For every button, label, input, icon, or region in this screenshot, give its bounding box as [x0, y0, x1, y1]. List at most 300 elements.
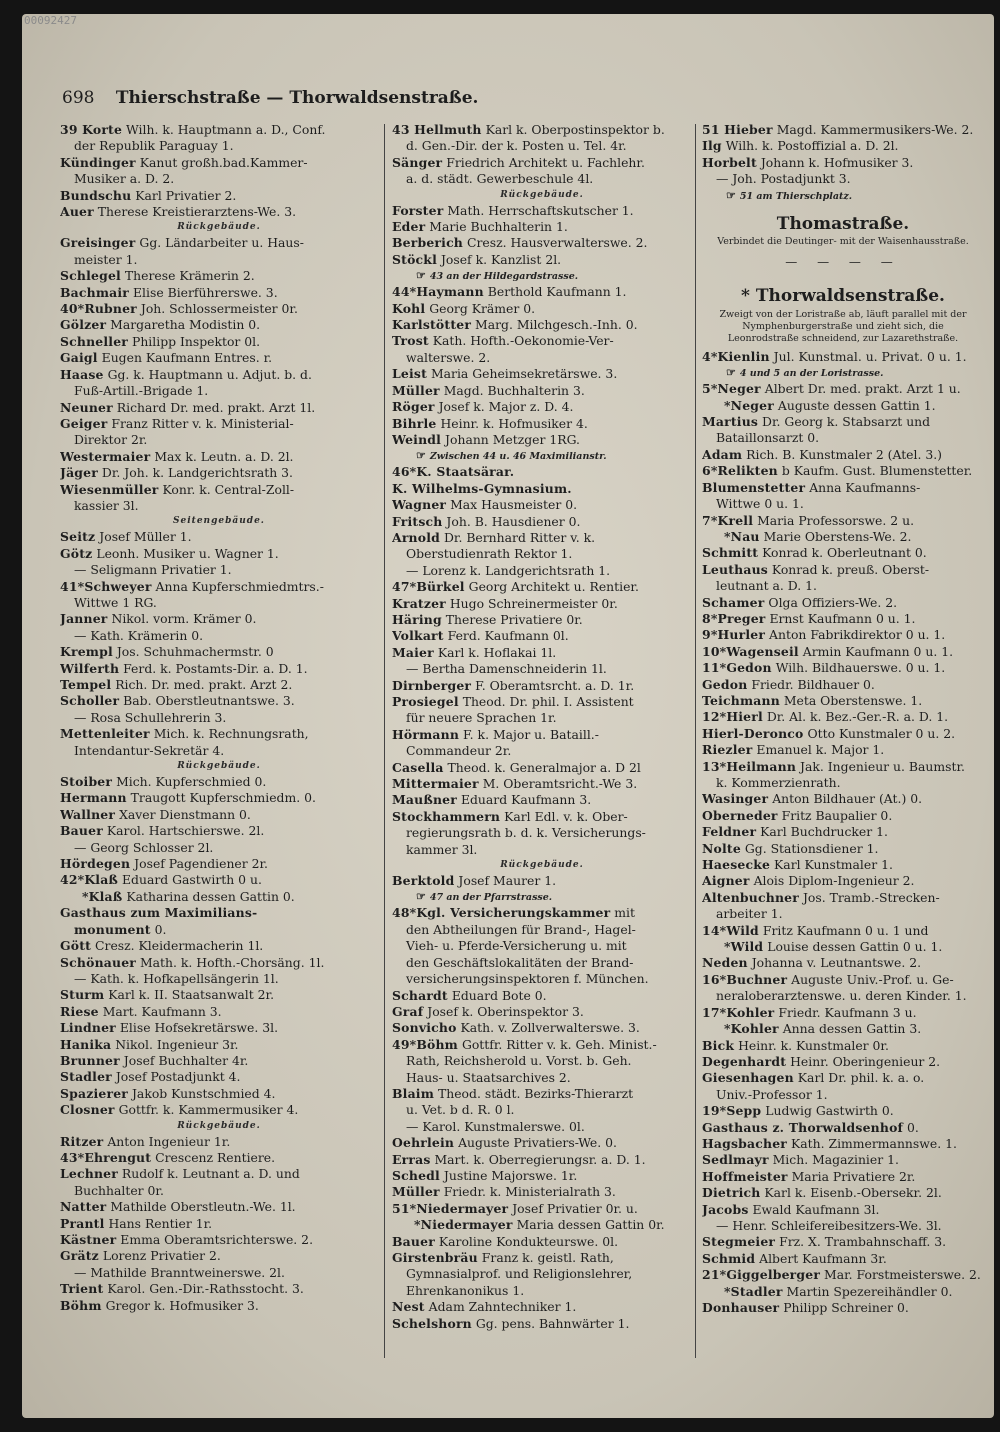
- entry-details: Mart. k. Oberregierungsr. a. D. 1.: [434, 1151, 646, 1167]
- entry-details: Armin Kaufmann 0 u. 1.: [802, 643, 954, 659]
- entry-details: Mart. Kaufmann 3.: [102, 1003, 222, 1019]
- pointing-hand-icon: ☞: [726, 188, 736, 202]
- column-3-top-entries: [702, 122, 984, 204]
- entry-details: Dr. Bernhard Ritter v. k.: [443, 529, 596, 545]
- resident-name: Haase: [60, 366, 104, 382]
- directory-entry: [702, 1300, 984, 1316]
- column-divider: [695, 124, 696, 1358]
- directory-entry: [392, 416, 692, 432]
- resident-name: Dietrich: [702, 1185, 761, 1201]
- directory-entry: [392, 792, 692, 808]
- entry-details: Joh. B. Hausdiener 0.: [446, 513, 581, 529]
- resident-name: 51 Hieber: [702, 122, 773, 137]
- resident-name: Ilg: [702, 138, 722, 154]
- entry-details: Magd. Buchhalterin 3.: [443, 382, 585, 398]
- entry-details: den Geschäftslokalitäten der Brand-: [406, 954, 634, 970]
- entry-details: Anton Fabrikdirektor 0 u. 1.: [769, 627, 946, 643]
- resident-name: Gasthaus z. Thorwaldsenhof: [702, 1119, 904, 1135]
- resident-name: Jacobs: [702, 1201, 749, 1217]
- resident-name: Trost: [392, 333, 429, 349]
- entry-details: Kanut großh.bad.Kammer-: [139, 154, 308, 170]
- directory-entry: [702, 480, 984, 496]
- directory-entry: [702, 808, 984, 824]
- resident-name: Kästner: [60, 1232, 117, 1247]
- entry-continuation: [392, 743, 692, 759]
- resident-name: Gölzer: [60, 317, 107, 333]
- directory-entry: [60, 889, 378, 905]
- entry-details: Wittwe 1 RG.: [74, 594, 157, 610]
- resident-name: Gedon: [702, 676, 748, 692]
- directory-entry: [392, 155, 692, 171]
- resident-name: Stegmeier: [702, 1234, 776, 1250]
- entry-details: — Lorenz k. Landgerichtsrath 1.: [406, 562, 611, 578]
- resident-name: Mettenleiter: [60, 726, 150, 742]
- directory-entry: [702, 873, 984, 889]
- entry-details: Gottfr. k. Kammermusiker 4.: [118, 1102, 299, 1118]
- entry-continuation: [60, 743, 378, 759]
- directory-entry: [702, 595, 984, 611]
- entry-details: Leonh. Musiker u. Wagner 1.: [96, 545, 279, 561]
- entry-details: Albert Kaufmann 3r.: [759, 1250, 887, 1266]
- entry-details: Louise dessen Gattin 0 u. 1.: [767, 939, 943, 955]
- directory-entry: [392, 1086, 692, 1102]
- resident-name: Closner: [60, 1102, 115, 1118]
- directory-entry: [392, 464, 692, 480]
- entry-details: — Karol. Kunstmalerswe. 0l.: [406, 1118, 585, 1134]
- directory-entry: [392, 1217, 692, 1233]
- entry-details: Albert Dr. med. prakt. Arzt 1 u.: [764, 381, 961, 397]
- cross-reference: [702, 188, 984, 204]
- entry-details: Karoline Kondukteurswe. 0l.: [438, 1233, 619, 1249]
- resident-name: 51*Niedermayer: [392, 1200, 509, 1216]
- resident-name: Teichmann: [702, 692, 780, 708]
- entry-details: Cresz. Hausverwalterswe. 2.: [466, 235, 648, 251]
- directory-entry: [392, 333, 692, 349]
- resident-name: Blumenstetter: [702, 479, 806, 495]
- directory-entry: [60, 823, 378, 839]
- directory-entry: [702, 677, 984, 693]
- resident-name: Nolte: [702, 840, 741, 856]
- entry-details: Otto Kunstmaler 0 u. 2.: [807, 725, 956, 741]
- directory-entry: [392, 694, 692, 710]
- resident-name: *Neger: [724, 397, 774, 413]
- entry-details: walterswe. 2.: [406, 349, 491, 365]
- entry-details: Jul. Kunstmal. u. Privat. 0 u. 1.: [773, 348, 967, 364]
- directory-entry: [60, 1216, 378, 1232]
- resident-name: Gaigl: [60, 350, 98, 366]
- resident-name: Hierl-Deronco: [702, 725, 804, 741]
- resident-name: 4*Kienlin: [702, 348, 770, 364]
- directory-entry: [60, 955, 378, 971]
- directory-entry: [702, 1070, 984, 1086]
- directory-entry: [60, 677, 378, 693]
- directory-entry: [702, 1005, 984, 1021]
- directory-entry: [392, 776, 692, 792]
- entry-details: Marie Oberstens-We. 2.: [763, 528, 912, 544]
- resident-name: 42*Klaß: [60, 872, 119, 888]
- resident-name: 46*K. Staatsärar.: [392, 464, 515, 480]
- entry-details: Cresz. Kleidermacherin 1l.: [95, 938, 264, 954]
- entry-details: — Joh. Postadjunkt 3.: [716, 171, 851, 187]
- resident-name: Geiger: [60, 415, 108, 431]
- cross-reference-text: 43 an der Hildegardstrasse.: [429, 271, 579, 283]
- resident-name: 9*Hurler: [702, 627, 766, 643]
- page-title: Thierschstraße — Thorwaldsenstraße.: [115, 88, 479, 108]
- resident-name: Kratzer: [392, 595, 446, 611]
- resident-name: 13*Heilmann: [702, 758, 797, 774]
- entry-continuation: [392, 922, 692, 938]
- entry-details: Anton Bildhauer (At.) 0.: [772, 791, 923, 807]
- resident-name: *Wild: [724, 939, 764, 955]
- entry-details: Richard Dr. med. prakt. Arzt 1l.: [116, 399, 316, 415]
- entry-details: Magd. Kammermusikers-We. 2.: [776, 122, 974, 137]
- directory-entry: [702, 693, 984, 709]
- directory-entry: [392, 873, 692, 889]
- directory-entry: [392, 628, 692, 644]
- directory-entry: [60, 204, 378, 220]
- entry-continuation: [702, 578, 984, 594]
- resident-name: Oehrlein: [392, 1135, 455, 1151]
- resident-name: *Stadler: [724, 1283, 783, 1299]
- resident-name: Girstenbräu: [392, 1250, 478, 1265]
- entry-details: Ferd. Kaufmann 0l.: [447, 628, 569, 644]
- entry-continuation: [392, 350, 692, 366]
- directory-entry: [60, 482, 378, 498]
- entry-details: Karl Privatier 2.: [135, 187, 237, 203]
- resident-name: Blaim: [392, 1085, 435, 1101]
- directory-entry: [392, 219, 692, 235]
- directory-entry: [392, 809, 692, 825]
- resident-name: 5*Neger: [702, 381, 761, 397]
- entry-details: Marie Buchhalterin 1.: [429, 219, 568, 235]
- pointing-hand-icon: ☞: [416, 269, 426, 283]
- entry-details: Franz k. geistl. Rath,: [481, 1250, 614, 1265]
- directory-entry: [60, 301, 378, 317]
- directory-entry: [702, 447, 984, 463]
- entry-details: Buchhalter 0r.: [74, 1182, 164, 1198]
- entry-details: Xaver Dienstmann 0.: [119, 806, 251, 822]
- entry-details: Math. Herrschaftskutscher 1.: [447, 202, 634, 218]
- resident-name: Böhm: [60, 1297, 102, 1313]
- directory-entry: [60, 317, 378, 333]
- entry-details: Jak. Ingenieur u. Baumstr.: [800, 758, 965, 774]
- resident-name: Auer: [60, 204, 94, 220]
- entry-details: Alois Diplom-Ingenieur 2.: [753, 873, 915, 889]
- resident-name: Berberich: [392, 235, 464, 251]
- entry-continuation: [392, 546, 692, 562]
- entry-details: Anna dessen Gattin 3.: [782, 1021, 922, 1037]
- column-3: [702, 122, 984, 1398]
- cross-reference-text: 4 und 5 an der Loristrasse.: [739, 368, 884, 380]
- resident-name: Hanika: [60, 1036, 112, 1052]
- section-dashes: — — — —: [785, 255, 901, 270]
- resident-name: Schamer: [702, 594, 765, 610]
- directory-entry: [392, 1250, 692, 1266]
- directory-entry: [702, 155, 984, 171]
- entry-details: Gymnasialprof. und Religionslehrer,: [406, 1266, 633, 1282]
- directory-entry: [60, 1037, 378, 1053]
- resident-name: 19*Sepp: [702, 1103, 762, 1119]
- directory-entry: [702, 1251, 984, 1267]
- entry-details: Karl Dr. phil. k. a. o.: [797, 1070, 925, 1086]
- resident-name: 11*Gedon: [702, 660, 772, 676]
- subsection-label: Seitengebäude.: [173, 516, 265, 527]
- resident-name: Jäger: [60, 465, 98, 481]
- directory-entry: [392, 1234, 692, 1250]
- entry-details: Oberstudienrath Rektor 1.: [406, 546, 573, 562]
- subsection-label: Rückgebäude.: [177, 222, 261, 233]
- directory-entry: [392, 252, 692, 268]
- directory-entry: [392, 122, 692, 138]
- entry-details: Math. k. Hofth.-Chorsäng. 1l.: [139, 954, 325, 970]
- directory-entry: [702, 1202, 984, 1218]
- resident-name: Degenhardt: [702, 1053, 787, 1069]
- pointing-hand-icon: ☞: [726, 366, 736, 380]
- directory-entry: [392, 905, 692, 921]
- entry-details: Olga Offiziers-We. 2.: [768, 594, 898, 610]
- entry-details: Rich. B. Kunstmaler 2 (Atel. 3.): [746, 446, 943, 462]
- entry-details: regierungsrath b. d. k. Versicherungs-: [406, 825, 646, 841]
- entry-details: Mich. Kupferschmied 0.: [116, 774, 267, 790]
- resident-name: Neden: [702, 955, 748, 971]
- resident-name: Grätz: [60, 1248, 99, 1264]
- resident-name: Oberneder: [702, 807, 778, 823]
- resident-name: K. Wilhelms-Gymnasium.: [392, 480, 572, 496]
- resident-name: Bachmair: [60, 284, 130, 300]
- resident-name: Riese: [60, 1003, 99, 1019]
- directory-entry: [702, 824, 984, 840]
- entry-details: Ferd. k. Postamts-Dir. a. D. 1.: [123, 660, 308, 676]
- entry-details: Wilh. Bildhauerswe. 0 u. 1.: [775, 660, 946, 676]
- directory-entry: [392, 1135, 692, 1151]
- cross-reference: [392, 268, 692, 284]
- entry-details: Therese Krämerin 2.: [124, 268, 255, 284]
- resident-name: Schmid: [702, 1250, 756, 1266]
- directory-entry: [60, 1199, 378, 1215]
- resident-name: Spazierer: [60, 1085, 129, 1101]
- directory-entry: [60, 334, 378, 350]
- directory-entry: [60, 1248, 378, 1264]
- entry-details: Auguste dessen Gattin 1.: [777, 397, 936, 413]
- resident-name: Altenbuchner: [702, 889, 799, 905]
- directory-entry: [60, 1086, 378, 1102]
- resident-name: 43*Ehrengut: [60, 1149, 152, 1165]
- subsection-label: Rückgebäude.: [500, 860, 584, 871]
- entry-details: Gregor k. Hofmusiker 3.: [105, 1297, 259, 1313]
- directory-entry: [702, 545, 984, 561]
- entry-details: b Kaufm. Gust. Blumenstetter.: [781, 463, 973, 479]
- resident-name: Volkart: [392, 628, 444, 644]
- directory-entry: [392, 481, 692, 497]
- entry-details: Josef k. Major z. D. 4.: [438, 399, 574, 415]
- directory-entry: [702, 759, 984, 775]
- directory-entry: [702, 562, 984, 578]
- resident-name: Bundschu: [60, 187, 132, 203]
- entry-details: Kath. Zimmermannswe. 1.: [791, 1135, 957, 1151]
- entry-details: für neuere Sprachen 1r.: [406, 710, 557, 726]
- resident-name: Nest: [392, 1299, 425, 1315]
- entry-details: Emma Oberamtsrichterswe. 2.: [120, 1232, 314, 1247]
- entry-details: — Georg Schlosser 2l.: [74, 839, 214, 855]
- entry-details: meister 1.: [74, 251, 138, 267]
- directory-entry: [392, 203, 692, 219]
- directory-entry: [392, 317, 692, 333]
- cross-reference-text: 47 an der Pfarrstrasse.: [429, 892, 553, 904]
- resident-name: Donhauser: [702, 1300, 780, 1315]
- resident-name: Martius: [702, 414, 759, 430]
- directory-entry: [60, 1004, 378, 1020]
- entry-details: Wilh. k. Postoffizial a. D. 2l.: [725, 138, 899, 154]
- entry-details: Nikol. Ingenieur 3r.: [115, 1036, 239, 1052]
- directory-entry: [392, 612, 692, 628]
- entry-details: Justine Majorswe. 1r.: [443, 1167, 578, 1183]
- entry-details: 0.: [154, 921, 167, 937]
- street-heading-thorwaldsen: * Thorwaldsenstraße.: [741, 286, 945, 307]
- entry-details: Franz Ritter v. k. Ministerial-: [111, 415, 294, 431]
- subsection-label: Rückgebäude.: [177, 761, 261, 772]
- resident-name: Bihrle: [392, 415, 437, 431]
- entry-details: Mathilde Oberstleutn.-We. 1l.: [110, 1199, 296, 1215]
- entry-details: — Mathilde Branntweinerswe. 2l.: [74, 1264, 285, 1280]
- entry-continuation: [392, 1283, 692, 1299]
- entry-details: Margaretha Modistin 0.: [110, 317, 261, 333]
- directory-entry: [60, 546, 378, 562]
- entry-details: Georg Krämer 0.: [429, 300, 536, 316]
- directory-entry: [702, 1103, 984, 1119]
- resident-name: Schneller: [60, 333, 129, 349]
- entry-continuation: [392, 563, 692, 579]
- entry-details: a. d. städt. Gewerbeschule 4l.: [406, 171, 594, 187]
- entry-continuation: [60, 595, 378, 611]
- resident-name: Forster: [392, 202, 444, 218]
- entry-details: Johann k. Hofmusiker 3.: [760, 154, 914, 170]
- entry-details: Eduard Gastwirth 0 u.: [122, 872, 262, 888]
- resident-name: Ritzer: [60, 1133, 104, 1149]
- resident-name: Hörmann: [392, 726, 460, 742]
- directory-entry: [392, 284, 692, 300]
- entry-details: Philipp Inspektor 0l.: [131, 333, 261, 349]
- entry-details: Gg. pens. Bahnwärter 1.: [475, 1315, 630, 1331]
- directory-entry: [60, 449, 378, 465]
- entry-details: 0.: [907, 1119, 919, 1135]
- directory-entry: [60, 268, 378, 284]
- entry-details: Bataillonsarzt 0.: [716, 430, 820, 446]
- entry-details: Marg. Milchgesch.-Inh. 0.: [475, 317, 638, 333]
- entry-details: Ludwig Gastwirth 0.: [765, 1103, 894, 1119]
- directory-entry: [60, 1232, 378, 1248]
- scan-id: 00092427: [24, 14, 77, 27]
- directory-entry: [702, 1120, 984, 1136]
- entry-details: Lorenz Privatier 2.: [102, 1248, 221, 1264]
- entry-continuation: [60, 171, 378, 187]
- resident-name: Röger: [392, 399, 435, 415]
- entry-details: Hans Rentier 1r.: [108, 1215, 213, 1231]
- resident-name: Sedlmayr: [702, 1152, 769, 1168]
- resident-name: Hördegen: [60, 856, 131, 872]
- resident-name: Scholler: [60, 693, 120, 709]
- directory-entry: [392, 235, 692, 251]
- directory-entry: [60, 155, 378, 171]
- directory-entry: [60, 807, 378, 823]
- resident-name: Graf: [392, 1003, 424, 1019]
- entry-details: Joh. Schlossermeister 0r.: [140, 301, 298, 317]
- directory-entry: [60, 872, 378, 888]
- entry-continuation: [60, 922, 378, 938]
- directory-entry: [60, 1134, 378, 1150]
- resident-name: Leuthaus: [702, 561, 768, 577]
- resident-name: Janner: [60, 611, 108, 627]
- entry-details: Anna Kaufmanns-: [809, 479, 921, 495]
- directory-entry: [392, 579, 692, 595]
- directory-entry: [702, 414, 984, 430]
- entry-continuation: [392, 1102, 692, 1118]
- entry-continuation: [392, 1119, 692, 1135]
- entry-details: Adam Zahntechniker 1.: [428, 1299, 577, 1315]
- entry-details: Gg. k. Hauptmann u. Adjut. b. d.: [107, 366, 312, 382]
- entry-details: Karl k. Eisenb.-Obersekr. 2l.: [764, 1185, 942, 1201]
- entry-details: mit: [614, 905, 635, 921]
- entry-details: Therese Privatiere 0r.: [445, 611, 583, 627]
- entry-details: Traugott Kupferschmiedm. 0.: [130, 790, 316, 806]
- resident-name: Brunner: [60, 1052, 120, 1068]
- resident-name: Wasinger: [702, 791, 769, 807]
- directory-entry: [702, 955, 984, 971]
- directory-entry: [702, 627, 984, 643]
- entry-details: Direktor 2r.: [74, 432, 148, 448]
- resident-name: *Klaß: [82, 888, 123, 904]
- page-number: 698: [62, 88, 95, 108]
- entry-details: Theod. städt. Bezirks-Thierarzt: [437, 1085, 634, 1101]
- entry-details: Haus- u. Staatsarchives 2.: [406, 1069, 571, 1085]
- entry-continuation: [392, 955, 692, 971]
- resident-name: Greisinger: [60, 235, 136, 251]
- resident-name: Bauer: [60, 823, 103, 839]
- resident-name: Stoiber: [60, 774, 113, 790]
- street-heading-thomas: Thomastraße.: [776, 213, 910, 234]
- entry-continuation: [702, 906, 984, 922]
- cross-reference: [392, 889, 692, 905]
- entry-details: Georg Architekt u. Rentier.: [468, 579, 639, 595]
- street-description-thorwaldsen: Zweigt von der Loristraße ab, läuft parallel mit der Nymphenburgerstraße und zieht sich, die Leonrodstraße schneidend, zur Lazarethstraße.: [719, 308, 967, 344]
- entry-continuation: [60, 252, 378, 268]
- entry-continuation: [702, 988, 984, 1004]
- resident-name: Haesecke: [702, 857, 771, 873]
- entry-details: Emanuel k. Major 1.: [756, 742, 885, 758]
- directory-entry: [702, 1267, 984, 1283]
- entry-continuation: [392, 710, 692, 726]
- resident-name: Schardt: [392, 987, 448, 1003]
- entry-details: Gg. Ländarbeiter u. Haus-: [139, 235, 304, 251]
- directory-entry: [60, 235, 378, 251]
- entry-details: Kath. Hofth.-Oekonomie-Ver-: [432, 333, 614, 349]
- resident-name: Leist: [392, 366, 428, 382]
- entry-details: Anton Ingenieur 1r.: [107, 1133, 231, 1149]
- resident-name: Natter: [60, 1199, 107, 1215]
- resident-name: Arnold: [392, 529, 440, 545]
- directory-entry: [702, 1038, 984, 1054]
- entry-details: Max Hausmeister 0.: [450, 497, 578, 513]
- entry-continuation: [392, 1070, 692, 1086]
- resident-name: Prosiegel: [392, 694, 459, 709]
- resident-name: Götz: [60, 545, 93, 561]
- entry-details: Heinr. k. Hofmusiker 4.: [440, 415, 588, 431]
- entry-details: — Kath. k. Hofkapellsängerin 1l.: [74, 970, 279, 986]
- entry-details: Josef k. Kanzlist 2l.: [440, 251, 562, 267]
- entry-continuation: [392, 971, 692, 987]
- directory-entry: [702, 529, 984, 545]
- entry-details: Jakob Kunstschmied 4.: [131, 1085, 276, 1101]
- directory-entry: [702, 1234, 984, 1250]
